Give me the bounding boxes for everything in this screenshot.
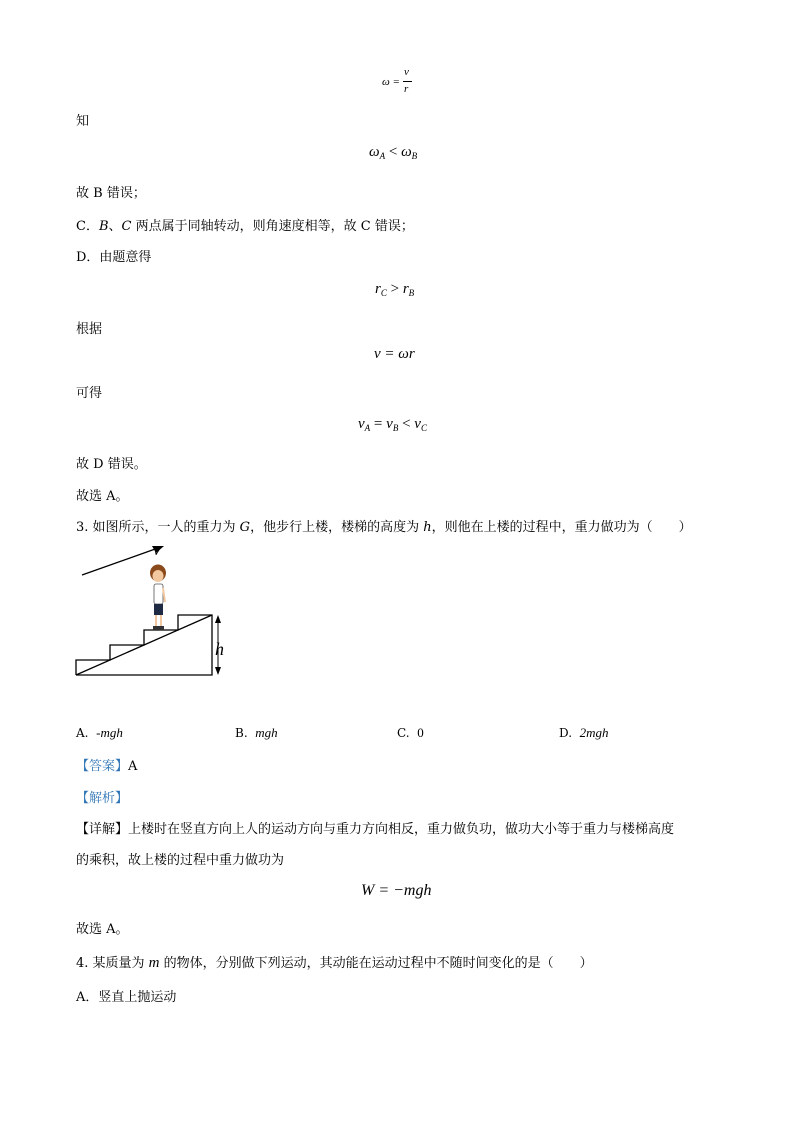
fraction-denominator: r [404,83,409,95]
person-figure [150,565,166,631]
option-a-value: -mgh [96,725,123,740]
line-b-wrong: 故 B 错误； [76,186,146,201]
height-arrowhead-bottom [215,667,221,675]
q3-g: G [239,520,251,535]
equation-w-neg-mgh: W = −mgh [361,882,432,899]
sub-va: A [364,423,371,433]
sub-vb: B [392,423,399,433]
omega-b: ω [401,144,412,160]
fraction-bar [403,81,412,82]
q3-stem [76,516,692,535]
velocity-label: v [153,540,161,559]
sub-b2: B [408,288,415,298]
q3-stem-post: ，则他在上楼的过程中，重力做功为（ ） [431,520,692,535]
equation-omegaA-lt-omegaB [369,144,417,161]
option-c-value: 0 [417,725,424,740]
stairs-figure [70,538,230,684]
option-a-label: A. [76,726,89,740]
fraction-numerator: v [404,66,409,78]
op-eq: = [370,416,387,432]
equation-vA-vB-vC [358,416,427,433]
answer-tag: 【答案】 [76,759,129,774]
q3-detail-line2: 的乘积，故上楼的过程中重力做功为 [76,853,285,868]
omega-lhs: ω = [382,76,400,88]
line-d: D．由题意得 [76,250,152,265]
q4-option-a: A．竖直上抛运动 [76,990,177,1005]
point-b: B [98,219,109,234]
sub-b: B [411,151,418,161]
r-b: r [402,281,409,297]
option-c-label: C. [397,726,410,740]
sub-c: C [380,288,387,298]
v-a: v [358,416,365,432]
omega-a: ω [369,144,380,160]
q3-select: 故选 A。 [76,922,129,937]
op-gt: > [386,281,403,297]
q3-option-a [76,725,123,741]
answer-value: A [128,759,138,774]
line-select-a: 故选 A。 [76,489,129,504]
line-c-rest: 两点属于同轴转动，则角速度相等，故 C 错误； [131,219,414,234]
q4-m: m [148,955,160,971]
point-c: C [121,219,132,234]
r-c: r [375,281,381,297]
height-label: h [215,639,224,659]
height-arrowhead-top [215,615,221,623]
text-kede: 可得 [76,386,103,401]
q3-stem-mid: ，他步行上楼，楼梯的高度为 [250,520,424,535]
equation-omega-v-over-r [382,66,422,102]
option-d-label: D. [559,726,573,740]
q3-h: h [423,520,432,535]
line-d-wrong: 故 D 错误。 [76,457,147,472]
q3-option-c [397,725,424,741]
option-b-label: B. [235,726,248,740]
detail-line1-text: 上楼时在竖直方向上人的运动方向与重力方向相反，重力做负功，做功大小等于重力与楼梯高度 [128,822,675,837]
person-face [153,570,164,582]
equation-v-omega-r: v = ωr [374,346,415,362]
v-c: v [414,416,421,432]
q3-stem-pre: 3. 如图所示，一人的重力为 [76,520,240,535]
q4-stem-post: 的物体，分别做下列运动，其动能在运动过程中不随时间变化的是（ ） [159,956,593,971]
q3-analysis-tag: 【解析】 [76,791,129,806]
sub-vc: C [420,423,427,433]
sub-a: A [379,151,386,161]
line-c [76,215,414,234]
option-b-value: mgh [255,725,278,740]
q3-option-b [235,725,278,741]
velocity-arrow-line [82,548,158,575]
q3-answer [76,755,137,774]
q3-option-d [559,725,609,741]
text-genju: 根据 [76,322,103,337]
q3-detail-line1 [76,818,674,837]
detail-tag: 【详解】 [76,822,129,837]
option-d-value: 2mgh [579,725,609,740]
op-lt: < [385,144,402,160]
line-c-sep: 、 [108,219,122,234]
q4-stem-pre: 4. 某质量为 [76,956,149,971]
op-lt2: < [398,416,415,432]
text-zhi: 知 [76,114,90,129]
v-b: v [386,416,393,432]
person-shoes [153,626,164,630]
person-shirt [154,584,163,604]
equation-rC-gt-rB [375,281,414,298]
person-shorts [154,604,163,615]
line-c-prefix: C． [76,219,99,234]
stair-incline [76,615,212,675]
q4-stem [76,952,593,972]
